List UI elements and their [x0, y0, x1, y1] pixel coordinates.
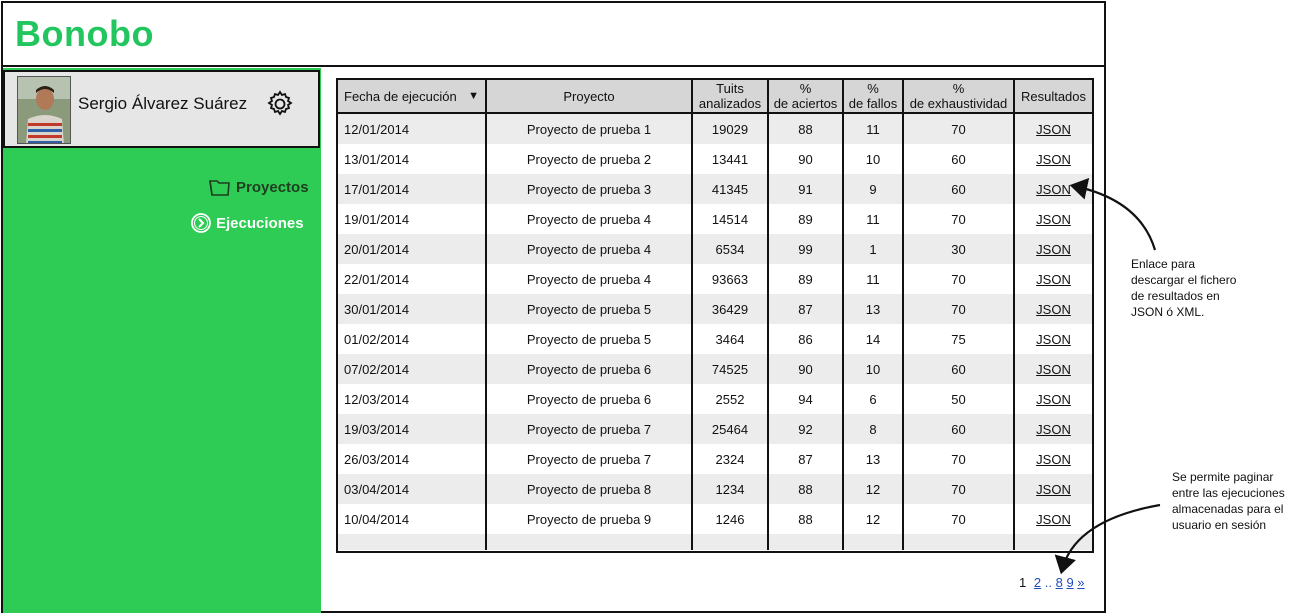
json-download-link[interactable]: JSON — [1036, 301, 1071, 317]
cell-tuits: 1234 — [692, 474, 768, 504]
json-download-link[interactable]: JSON — [1036, 361, 1071, 377]
cell-exhaustividad: 70 — [903, 474, 1014, 504]
cell-fallos: 13 — [843, 294, 903, 324]
cell-proyecto: Proyecto de prueba 8 — [486, 474, 692, 504]
json-download-link[interactable]: JSON — [1036, 481, 1071, 497]
cell-exhaustividad: 60 — [903, 354, 1014, 384]
cell-aciertos: 86 — [768, 324, 843, 354]
cell-proyecto: Proyecto de prueba 4 — [486, 234, 692, 264]
table-row — [338, 294, 1092, 324]
table-row — [338, 444, 1092, 474]
sidebar — [3, 68, 321, 613]
sort-desc-icon[interactable]: ▼ — [468, 89, 479, 102]
cell-fecha: 12/03/2014 — [338, 384, 486, 414]
column-header-aciertos[interactable]: % de aciertos — [768, 80, 843, 113]
cell-fallos: 13 — [843, 444, 903, 474]
json-download-link[interactable]: JSON — [1036, 241, 1071, 257]
folder-icon — [208, 177, 232, 197]
cell-fallos: 12 — [843, 504, 903, 534]
cell-fecha: 13/01/2014 — [338, 144, 486, 174]
cell-exhaustividad: 50 — [903, 384, 1014, 414]
cell-fecha: 17/01/2014 — [338, 174, 486, 204]
table-row — [338, 504, 1092, 534]
cell-fallos: 11 — [843, 204, 903, 234]
cell-proyecto: Proyecto de prueba 5 — [486, 294, 692, 324]
cell-fecha: 22/01/2014 — [338, 264, 486, 294]
json-download-link[interactable]: JSON — [1036, 121, 1071, 137]
cell-resultado — [1014, 474, 1092, 504]
pagination-ellipsis: .. — [1044, 575, 1052, 590]
cell-tuits: 93663 — [692, 264, 768, 294]
json-download-link[interactable]: JSON — [1036, 451, 1071, 467]
cell-exhaustividad: 30 — [903, 234, 1014, 264]
cell-fecha: 01/02/2014 — [338, 324, 486, 354]
cell-resultado — [1014, 174, 1092, 204]
chevron-circle-icon — [190, 212, 212, 234]
json-download-link[interactable]: JSON — [1036, 391, 1071, 407]
cell-fecha: 26/03/2014 — [338, 444, 486, 474]
cell-aciertos: 89 — [768, 264, 843, 294]
cell-proyecto: Proyecto de prueba 4 — [486, 204, 692, 234]
cell-fecha: 03/04/2014 — [338, 474, 486, 504]
cell-fallos: 9 — [843, 174, 903, 204]
table-row — [338, 113, 1092, 144]
sidebar-item-label: Ejecuciones — [216, 214, 304, 232]
cell-aciertos: 94 — [768, 384, 843, 414]
json-download-link[interactable]: JSON — [1036, 211, 1071, 227]
json-download-link[interactable]: JSON — [1036, 151, 1071, 167]
pagination-current: 1 — [1019, 575, 1027, 590]
column-header-fallos[interactable]: % de fallos — [843, 80, 903, 113]
table-row — [338, 174, 1092, 204]
cell-fecha: 30/01/2014 — [338, 294, 486, 324]
pagination-page-9[interactable]: 9 — [1066, 575, 1074, 590]
cell-tuits: 2324 — [692, 444, 768, 474]
cell-tuits: 2552 — [692, 384, 768, 414]
cell-resultado — [1014, 234, 1092, 264]
json-download-link[interactable]: JSON — [1036, 271, 1071, 287]
sidebar-item-label: Proyectos — [236, 178, 309, 196]
cell-resultado — [1014, 414, 1092, 444]
json-download-link[interactable]: JSON — [1036, 421, 1071, 437]
cell-proyecto: Proyecto de prueba 6 — [486, 384, 692, 414]
cell-tuits: 14514 — [692, 204, 768, 234]
cell-aciertos: 99 — [768, 234, 843, 264]
cell-aciertos: 87 — [768, 444, 843, 474]
cell-aciertos: 91 — [768, 174, 843, 204]
executions-table — [336, 78, 1094, 553]
table-row — [338, 354, 1092, 384]
cell-proyecto: Proyecto de prueba 5 — [486, 324, 692, 354]
cell-resultado — [1014, 294, 1092, 324]
column-header-fecha[interactable]: Fecha de ejecución ▼ — [338, 80, 486, 113]
pagination-page-8[interactable]: 8 — [1055, 575, 1063, 590]
table-row — [338, 204, 1092, 234]
cell-resultado — [1014, 324, 1092, 354]
cell-resultado — [1014, 384, 1092, 414]
column-header-resultados: Resultados — [1014, 80, 1092, 113]
cell-aciertos: 89 — [768, 204, 843, 234]
cell-tuits: 25464 — [692, 414, 768, 444]
cell-exhaustividad: 70 — [903, 113, 1014, 144]
cell-resultado — [1014, 264, 1092, 294]
cell-tuits: 1246 — [692, 504, 768, 534]
cell-exhaustividad: 75 — [903, 324, 1014, 354]
cell-tuits: 19029 — [692, 113, 768, 144]
cell-exhaustividad: 60 — [903, 414, 1014, 444]
cell-exhaustividad: 70 — [903, 504, 1014, 534]
table-row — [338, 414, 1092, 444]
cell-aciertos: 88 — [768, 474, 843, 504]
cell-proyecto: Proyecto de prueba 3 — [486, 174, 692, 204]
cell-proyecto: Proyecto de prueba 2 — [486, 144, 692, 174]
cell-fecha: 12/01/2014 — [338, 113, 486, 144]
cell-fecha: 20/01/2014 — [338, 234, 486, 264]
user-card — [3, 70, 320, 148]
annotation-pagination: Se permite paginar entre las ejecuciones almacenadas para el usuario en sesión — [1172, 470, 1285, 532]
cell-resultado — [1014, 444, 1092, 474]
cell-fecha: 10/04/2014 — [338, 504, 486, 534]
cell-aciertos: 90 — [768, 354, 843, 384]
table-row — [338, 324, 1092, 354]
column-header-tuits[interactable]: Tuits analizados — [692, 80, 768, 113]
brand-logo[interactable]: Bonobo — [15, 13, 154, 54]
cell-fallos: 14 — [843, 324, 903, 354]
table-header-row — [338, 80, 1092, 113]
cell-tuits: 6534 — [692, 234, 768, 264]
pagination — [1019, 575, 1085, 590]
cell-proyecto: Proyecto de prueba 4 — [486, 264, 692, 294]
cell-fecha: 19/03/2014 — [338, 414, 486, 444]
cell-tuits: 74525 — [692, 354, 768, 384]
json-download-link[interactable]: JSON — [1036, 331, 1071, 347]
cell-exhaustividad: 70 — [903, 204, 1014, 234]
cell-exhaustividad: 70 — [903, 264, 1014, 294]
cell-exhaustividad: 70 — [903, 444, 1014, 474]
cell-exhaustividad: 60 — [903, 174, 1014, 204]
cell-aciertos: 88 — [768, 113, 843, 144]
cell-fecha: 19/01/2014 — [338, 204, 486, 234]
cell-exhaustividad: 60 — [903, 144, 1014, 174]
user-name: Sergio Álvarez Suárez — [78, 94, 248, 113]
avatar — [17, 76, 71, 144]
cell-fallos: 1 — [843, 234, 903, 264]
json-download-link[interactable]: JSON — [1036, 181, 1071, 197]
pagination-page-2[interactable]: 2 — [1033, 575, 1042, 590]
gear-icon[interactable] — [266, 90, 294, 118]
json-download-link[interactable]: JSON — [1036, 511, 1071, 527]
cell-resultado — [1014, 504, 1092, 534]
cell-aciertos: 87 — [768, 294, 843, 324]
cell-exhaustividad: 70 — [903, 294, 1014, 324]
cell-fallos: 11 — [843, 113, 903, 144]
table-row-empty — [338, 534, 1092, 550]
cell-aciertos: 92 — [768, 414, 843, 444]
cell-tuits: 41345 — [692, 174, 768, 204]
pagination-next[interactable]: » — [1077, 575, 1085, 590]
annotation-results-link: Enlace para descargar el fichero de resultados en JSON ó XML. — [1131, 257, 1237, 319]
table-row — [338, 234, 1092, 264]
cell-tuits: 3464 — [692, 324, 768, 354]
cell-fallos: 11 — [843, 264, 903, 294]
cell-fecha: 07/02/2014 — [338, 354, 486, 384]
header — [3, 3, 1104, 67]
cell-proyecto: Proyecto de prueba 7 — [486, 444, 692, 474]
cell-fallos: 6 — [843, 384, 903, 414]
column-header-exhaustividad[interactable]: % de exhaustividad — [903, 80, 1014, 113]
column-header-proyecto[interactable]: Proyecto — [486, 80, 692, 113]
cell-tuits: 36429 — [692, 294, 768, 324]
table-row — [338, 384, 1092, 414]
cell-tuits: 13441 — [692, 144, 768, 174]
cell-proyecto: Proyecto de prueba 6 — [486, 354, 692, 384]
table-row — [338, 474, 1092, 504]
cell-resultado — [1014, 113, 1092, 144]
cell-fallos: 12 — [843, 474, 903, 504]
cell-proyecto: Proyecto de prueba 1 — [486, 113, 692, 144]
cell-resultado — [1014, 204, 1092, 234]
cell-aciertos: 88 — [768, 504, 843, 534]
cell-resultado — [1014, 354, 1092, 384]
cell-fallos: 10 — [843, 144, 903, 174]
cell-resultado — [1014, 144, 1092, 174]
cell-aciertos: 90 — [768, 144, 843, 174]
table-row — [338, 264, 1092, 294]
cell-proyecto: Proyecto de prueba 7 — [486, 414, 692, 444]
cell-fallos: 8 — [843, 414, 903, 444]
cell-fallos: 10 — [843, 354, 903, 384]
cell-proyecto: Proyecto de prueba 9 — [486, 504, 692, 534]
table-row — [338, 144, 1092, 174]
